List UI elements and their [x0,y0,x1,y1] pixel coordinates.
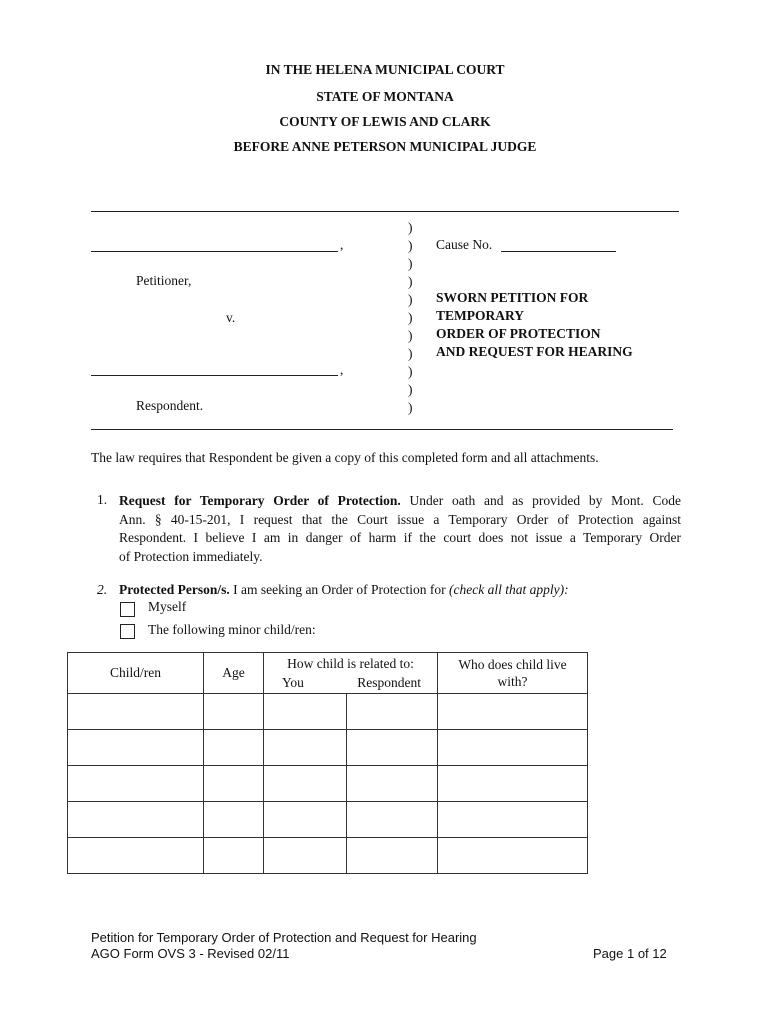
relation-you-cell[interactable] [264,838,347,874]
caption-top-rule [91,211,679,212]
section-1-line: Under oath and as provided by Mont. Code [400,493,681,508]
relation-column-header [264,653,438,694]
petitioner-label: Petitioner, [136,273,192,288]
child-age-cell[interactable] [204,802,264,838]
section-1-line: Ann. § 40-15-201, I request that the Court issue a Temporary Order of Protection against [119,511,681,527]
section-1-line: of Protection immediately. [119,548,263,564]
lives-with-cell[interactable] [438,802,588,838]
section-1-heading: Request for Temporary Order of Protection. [119,493,401,508]
relation-respondent-cell[interactable] [347,730,438,766]
document-title-line: SWORN PETITION FOR [436,290,589,305]
section-2-instruction: (check all that apply): [449,582,569,597]
court-name: IN THE HELENA MUNICIPAL COURT [265,62,505,77]
petitioner-comma: , [340,237,344,252]
child-name-cell[interactable] [68,766,204,802]
cause-number-label: Cause No. [436,237,493,252]
table-header-row [68,653,588,694]
table-row [68,838,588,874]
caption-paren: ) [408,346,413,361]
petitioner-name-line [91,251,338,252]
myself-label: Myself [148,599,187,614]
table-row [68,766,588,802]
relation-you-cell[interactable] [264,730,347,766]
child-name-cell[interactable] [68,694,204,730]
caption-paren: ) [408,220,413,235]
document-title-line: TEMPORARY [436,308,525,323]
cause-number-field[interactable] [501,251,616,252]
minor-children-checkbox[interactable] [120,624,135,639]
myself-checkbox[interactable] [120,602,135,617]
relation-respondent-cell[interactable] [347,802,438,838]
section-1-number: 1. [97,492,108,507]
caption-paren: ) [408,292,413,307]
caption-paren: ) [408,364,413,379]
relation-respondent-cell[interactable] [347,694,438,730]
child-age-cell[interactable] [204,730,264,766]
relation-header-text: How child is related to: [287,656,414,671]
section-2-paragraph [119,582,569,598]
table-row [68,730,588,766]
respondent-subheader: Respondent [357,675,421,690]
section-2-heading: Protected Person/s. [119,582,230,597]
minor-children-label: The following minor child/ren: [148,622,316,637]
caption-paren: ) [408,238,413,253]
footer-form-id: AGO Form OVS 3 - Revised 02/11 [91,946,290,961]
caption-paren: ) [408,274,413,289]
relation-respondent-cell[interactable] [347,766,438,802]
children-column-header: Child/ren [68,653,204,694]
lives-with-cell[interactable] [438,730,588,766]
relation-you-cell[interactable] [264,766,347,802]
lives-with-cell[interactable] [438,766,588,802]
lives-with-cell[interactable] [438,694,588,730]
caption-paren: ) [408,400,413,415]
caption-paren: ) [408,310,413,325]
child-name-cell[interactable] [68,802,204,838]
lives-with-column-header [438,653,588,694]
children-table [67,652,588,874]
document-title-line: ORDER OF PROTECTION [436,326,601,341]
lives-with-cell[interactable] [438,838,588,874]
respondent-name-line [91,375,338,376]
document-title-line: AND REQUEST FOR HEARING [436,344,633,359]
child-age-cell[interactable] [204,838,264,874]
section-1-paragraph [119,492,681,566]
judge-name: BEFORE ANNE PETERSON MUNICIPAL JUDGE [233,139,537,154]
section-2-number: 2. [97,582,108,597]
state-name: STATE OF MONTANA [316,89,454,104]
section-1-line: Respondent. I believe I am in danger of harm if the court does not issue a Temporary Order [119,530,681,545]
respondent-label: Respondent. [136,398,204,413]
versus-label: v. [226,310,236,325]
lives-with-header-line: with? [497,674,528,689]
caption-paren: ) [408,382,413,397]
child-name-cell[interactable] [68,838,204,874]
child-name-cell[interactable] [68,730,204,766]
table-row [68,694,588,730]
lives-with-header-line: Who does child live [458,657,567,672]
caption-bottom-rule [91,429,673,430]
county-name: COUNTY OF LEWIS AND CLARK [279,114,491,129]
respondent-comma: , [340,362,344,377]
caption-paren: ) [408,328,413,343]
age-column-header: Age [204,653,264,694]
relation-you-cell[interactable] [264,802,347,838]
table-row [68,802,588,838]
relation-respondent-cell[interactable] [347,838,438,874]
child-age-cell[interactable] [204,694,264,730]
relation-you-cell[interactable] [264,694,347,730]
footer-title: Petition for Temporary Order of Protection and Request for Hearing [91,930,477,945]
page-number: Page 1 of 12 [593,946,667,961]
you-subheader: You [282,675,304,690]
caption-paren: ) [408,256,413,271]
child-age-cell[interactable] [204,766,264,802]
service-notice: The law requires that Respondent be given a copy of this completed form and all attachments. [91,450,599,465]
section-2-text: I am seeking an Order of Protection for [229,582,450,597]
